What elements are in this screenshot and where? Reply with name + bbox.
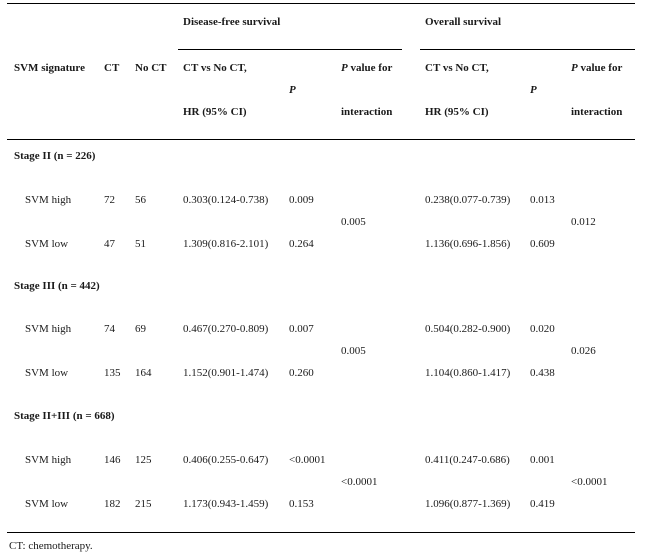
bottom-rule (7, 532, 635, 533)
dfs-p: 0.153 (289, 498, 314, 510)
section-title: Stage III (n = 442) (14, 280, 100, 292)
dfs-interaction: 0.005 (341, 216, 366, 228)
os-interaction: 0.026 (571, 345, 596, 357)
dfs-interaction: 0.005 (341, 345, 366, 357)
os-group-header: Overall survival (425, 16, 502, 28)
os-hr: 1.104(0.860-1.417) (425, 367, 511, 379)
no-ct-count: 164 (135, 367, 152, 379)
dfs-interaction-p: P (341, 62, 348, 74)
no-ct-count: 51 (135, 238, 146, 250)
dfs-hr: 1.173(0.943-1.459) (183, 498, 269, 510)
dfs-hr: 0.467(0.270-0.809) (183, 323, 269, 335)
ct-count: 135 (104, 367, 121, 379)
os-p: 0.013 (530, 194, 555, 206)
no-ct-count: 125 (135, 454, 152, 466)
os-hr: 1.096(0.877-1.369) (425, 498, 511, 510)
os-interaction-header-line2: interaction (571, 106, 623, 118)
os-p-header: P (530, 84, 537, 96)
os-interaction: <0.0001 (571, 476, 608, 488)
dfs-group-header: Disease-free survival (183, 16, 281, 28)
no-ct-count: 215 (135, 498, 152, 510)
section-title: Stage II+III (n = 668) (14, 410, 115, 422)
dfs-interaction-header-line2: interaction (341, 106, 393, 118)
os-p: 0.609 (530, 238, 555, 250)
os-interaction-p: P (571, 62, 578, 74)
top-rule (7, 3, 635, 4)
dfs-p-header: P (289, 84, 296, 96)
os-p: 0.419 (530, 498, 555, 510)
ct-count: 182 (104, 498, 121, 510)
dfs-interaction-rest: value for (347, 62, 393, 74)
os-p: 0.438 (530, 367, 555, 379)
dfs-interaction-header-line1 (341, 62, 392, 75)
row-label: SVM low (25, 238, 69, 250)
os-p: 0.001 (530, 454, 555, 466)
row-label: SVM high (25, 323, 72, 335)
ct-count: 74 (104, 323, 115, 335)
os-hr: 0.411(0.247-0.686) (425, 454, 510, 466)
os-hr: 0.504(0.282-0.900) (425, 323, 511, 335)
row-label: SVM low (25, 498, 69, 510)
os-p: 0.020 (530, 323, 555, 335)
dfs-p: 0.009 (289, 194, 314, 206)
ct-count: 47 (104, 238, 115, 250)
signature-header: SVM signature (14, 62, 85, 74)
section-title: Stage II (n = 226) (14, 150, 96, 162)
dfs-hr: 0.406(0.255-0.647) (183, 454, 269, 466)
os-interaction-header-line1 (571, 62, 622, 75)
dfs-p: 0.264 (289, 238, 314, 250)
dfs-hr-header-line1: CT vs No CT, (183, 62, 247, 74)
os-hr: 0.238(0.077-0.739) (425, 194, 511, 206)
no-ct-count: 56 (135, 194, 146, 206)
dfs-p: 0.007 (289, 323, 314, 335)
ct-count: 72 (104, 194, 115, 206)
os-hr-header-line2: HR (95% CI) (425, 106, 489, 118)
os-group-rule (420, 49, 635, 50)
ct-header: CT (104, 62, 120, 74)
os-interaction-rest: value for (577, 62, 623, 74)
dfs-hr: 1.309(0.816-2.101) (183, 238, 269, 250)
dfs-interaction: <0.0001 (341, 476, 378, 488)
dfs-hr-header-line2: HR (95% CI) (183, 106, 247, 118)
no-ct-header: No CT (135, 62, 167, 74)
no-ct-count: 69 (135, 323, 146, 335)
os-interaction: 0.012 (571, 216, 596, 228)
os-hr: 1.136(0.696-1.856) (425, 238, 511, 250)
row-label: SVM low (25, 367, 69, 379)
row-label: SVM high (25, 194, 72, 206)
dfs-p: <0.0001 (289, 454, 326, 466)
dfs-hr: 0.303(0.124-0.738) (183, 194, 269, 206)
footnote: CT: chemotherapy. (9, 540, 93, 552)
dfs-p: 0.260 (289, 367, 314, 379)
ct-count: 146 (104, 454, 121, 466)
header-bottom-rule (7, 139, 635, 140)
row-label: SVM high (25, 454, 72, 466)
os-hr-header-line1: CT vs No CT, (425, 62, 489, 74)
dfs-hr: 1.152(0.901-1.474) (183, 367, 269, 379)
dfs-group-rule (178, 49, 402, 50)
